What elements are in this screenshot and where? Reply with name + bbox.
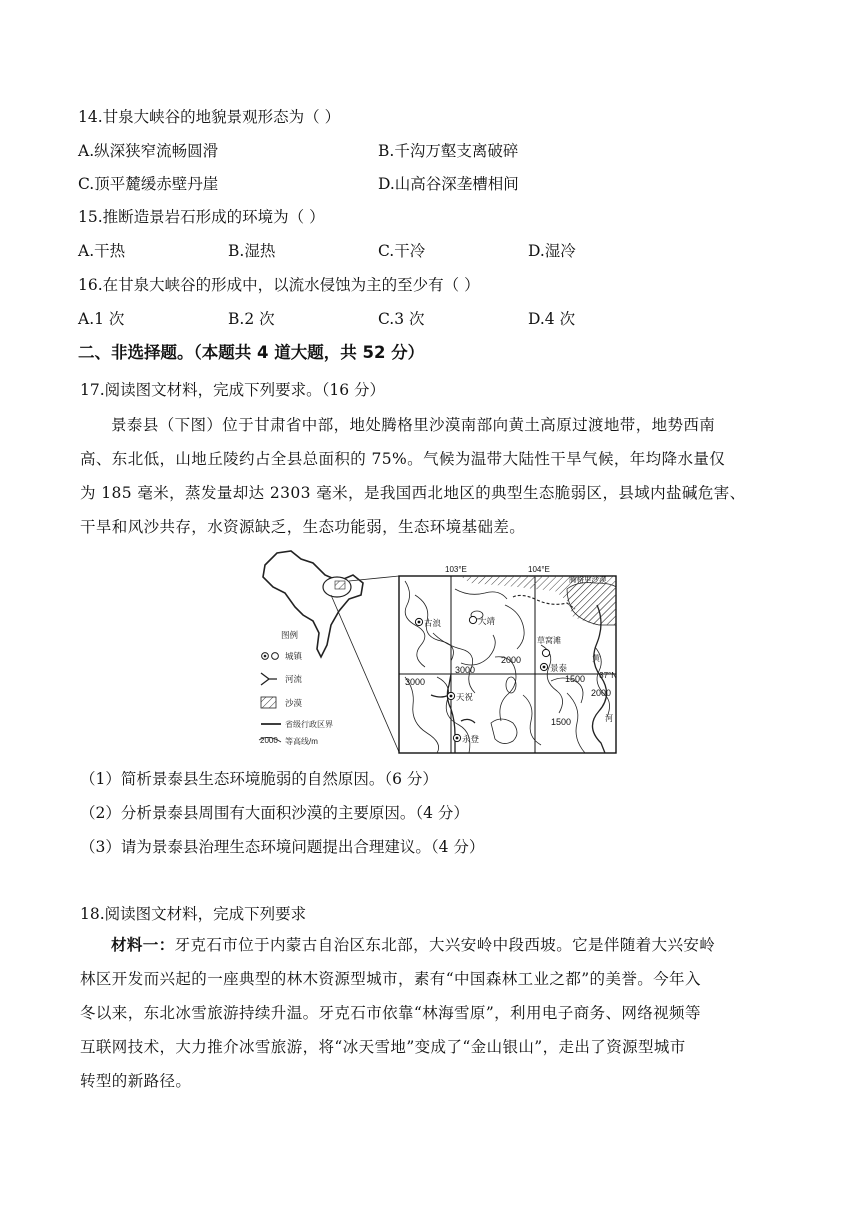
legend-title: 图例 bbox=[281, 630, 299, 640]
q15-option-c[interactable]: C.干冷 bbox=[378, 242, 426, 260]
label-103e: 103°E bbox=[445, 565, 467, 574]
q17-line-3: 为 185 毫米，蒸发量却达 2303 毫米，是我国西北地区的典型生态脆弱区，县域内盐碱危害、 bbox=[80, 484, 746, 502]
q17-line-2: 高、东北低，山地丘陵约占全县总面积的 75%。气候为温带大陆性干旱气候，年均降水量仅 bbox=[80, 450, 726, 468]
q18-line-3: 冬以来，东北冰雪旅游持续升温。牙克石市依靠“林海雪原”，利用电子商务、网络视频等 bbox=[80, 1004, 701, 1022]
river-char-huang: 黄 bbox=[592, 654, 600, 663]
jingtai-map bbox=[255, 545, 617, 755]
town-daqing bbox=[469, 616, 495, 626]
q18-line-4: 互联网技术，大力推介冰雪旅游，将“冰天雪地”变成了“金山银山”，走出了资源型城市 bbox=[80, 1038, 686, 1056]
q15-option-d[interactable]: D.湿冷 bbox=[528, 242, 576, 260]
q16-option-d[interactable]: D.4 次 bbox=[528, 310, 576, 328]
legend-town-symbol-2 bbox=[272, 653, 279, 660]
legend-river-symbol bbox=[261, 673, 277, 685]
q17-stem: 17.阅读图文材料，完成下列要求。（16 分） bbox=[80, 381, 386, 399]
q17-material bbox=[80, 408, 773, 544]
q18-material-1 bbox=[80, 928, 773, 1098]
contour-label-1500-b: 1500 bbox=[551, 717, 572, 727]
label-37n: 37°N bbox=[599, 671, 617, 680]
contour-label-3000-b: 3000 bbox=[405, 677, 426, 687]
town-label-tianzhu: 天祝 bbox=[456, 692, 474, 702]
q18-stem: 18.阅读图文材料，完成下列要求 bbox=[80, 905, 307, 923]
town-gulang bbox=[415, 618, 441, 628]
river-char-he: 河 bbox=[605, 714, 613, 723]
contour-label-2000-a: 2000 bbox=[501, 655, 522, 665]
town-label-gulang: 古浪 bbox=[424, 618, 442, 628]
q17-line-4: 干旱和风沙共存，水资源缺乏，生态功能弱，生态环境基础差。 bbox=[80, 518, 526, 536]
legend-contour-label: 等高线/m bbox=[285, 737, 318, 746]
q14-option-d[interactable]: D.山高谷深垄槽相间 bbox=[378, 175, 519, 193]
desert-label: 腾格里沙漠 bbox=[569, 575, 607, 584]
town-label-daqing: 大靖 bbox=[478, 616, 496, 626]
legend-desert-symbol bbox=[261, 697, 276, 708]
legend-river-label: 河流 bbox=[285, 674, 303, 684]
town-yongdeng bbox=[453, 734, 479, 744]
q15-option-b[interactable]: B.湿热 bbox=[228, 242, 276, 260]
town-label-caowotan: 草窝滩 bbox=[537, 636, 561, 645]
town-jingtai bbox=[540, 663, 567, 673]
label-104e: 104°E bbox=[528, 565, 550, 574]
legend-contour-number: 2000 bbox=[260, 736, 278, 745]
q16-option-a[interactable]: A.1 次 bbox=[78, 310, 125, 328]
q17-line-1: 景泰县（下图）位于甘肃省中部，地处腾格里沙漠南部向黄土高原过渡地带，地势西南 bbox=[111, 416, 716, 434]
inset-desert bbox=[335, 581, 345, 589]
q15-stem: 15.推断造景岩石形成的环境为（ ） bbox=[78, 208, 325, 226]
q18-line-2: 林区开发而兴起的一座典型的林木资源型城市，素有“中国森林工业之都”的美誉。今年入 bbox=[80, 970, 701, 988]
q16-option-c[interactable]: C.3 次 bbox=[378, 310, 425, 328]
q14-stem: 14.甘泉大峡谷的地貌景观形态为（ ） bbox=[78, 108, 341, 126]
q17-sub-3: （3）请为景泰县治理生态环境问题提出合理建议。（4 分） bbox=[80, 838, 485, 856]
tengger-desert-east bbox=[567, 583, 616, 625]
town-label-jingtai: 景泰 bbox=[550, 663, 568, 673]
q18-line-5: 转型的新路径。 bbox=[80, 1072, 192, 1090]
town-label-yongdeng: 永登 bbox=[462, 734, 480, 744]
q17-sub-2: （2）分析景泰县周围有大面积沙漠的主要原因。（4 分） bbox=[80, 804, 469, 822]
contour-label-1500-a: 1500 bbox=[565, 674, 586, 684]
q18-line-1-text: 牙克石市位于内蒙古自治区东北部，大兴安岭中段西坡。它是伴随着大兴安岭 bbox=[174, 936, 716, 954]
q15-option-a[interactable]: A.干热 bbox=[78, 242, 126, 260]
town-caowotan bbox=[537, 635, 561, 657]
leader-line-bottom bbox=[331, 595, 399, 752]
q18-material-label: 材料一： bbox=[111, 935, 175, 954]
section-heading: 二、非选择题。（本题共 4 道大题，共 52 分） bbox=[78, 343, 425, 362]
legend-desert-label: 沙漠 bbox=[285, 698, 303, 708]
q16-option-b[interactable]: B.2 次 bbox=[228, 310, 275, 328]
legend-boundary-label: 省级行政区界 bbox=[285, 720, 333, 729]
contour-label-3000-a: 3000 bbox=[455, 665, 476, 675]
q14-option-c[interactable]: C.顶平麓缓赤壁丹崖 bbox=[78, 175, 219, 193]
q16-stem: 16.在甘泉大峡谷的形成中，以流水侵蚀为主的至少有（ ） bbox=[78, 276, 480, 294]
q14-option-b[interactable]: B.千沟万壑支离破碎 bbox=[378, 142, 519, 160]
contour-label-2000-b: 2000 bbox=[591, 688, 612, 698]
q14-option-a[interactable]: A.纵深狭窄流畅圆滑 bbox=[78, 142, 219, 160]
gansu-outline bbox=[263, 551, 363, 657]
legend-town-symbol-1-dot bbox=[264, 655, 267, 658]
legend-town-label: 城镇 bbox=[285, 651, 303, 661]
q18-line-1 bbox=[80, 928, 773, 962]
q17-sub-1: （1）简析景泰县生态环境脆弱的自然原因。（6 分） bbox=[80, 770, 438, 788]
